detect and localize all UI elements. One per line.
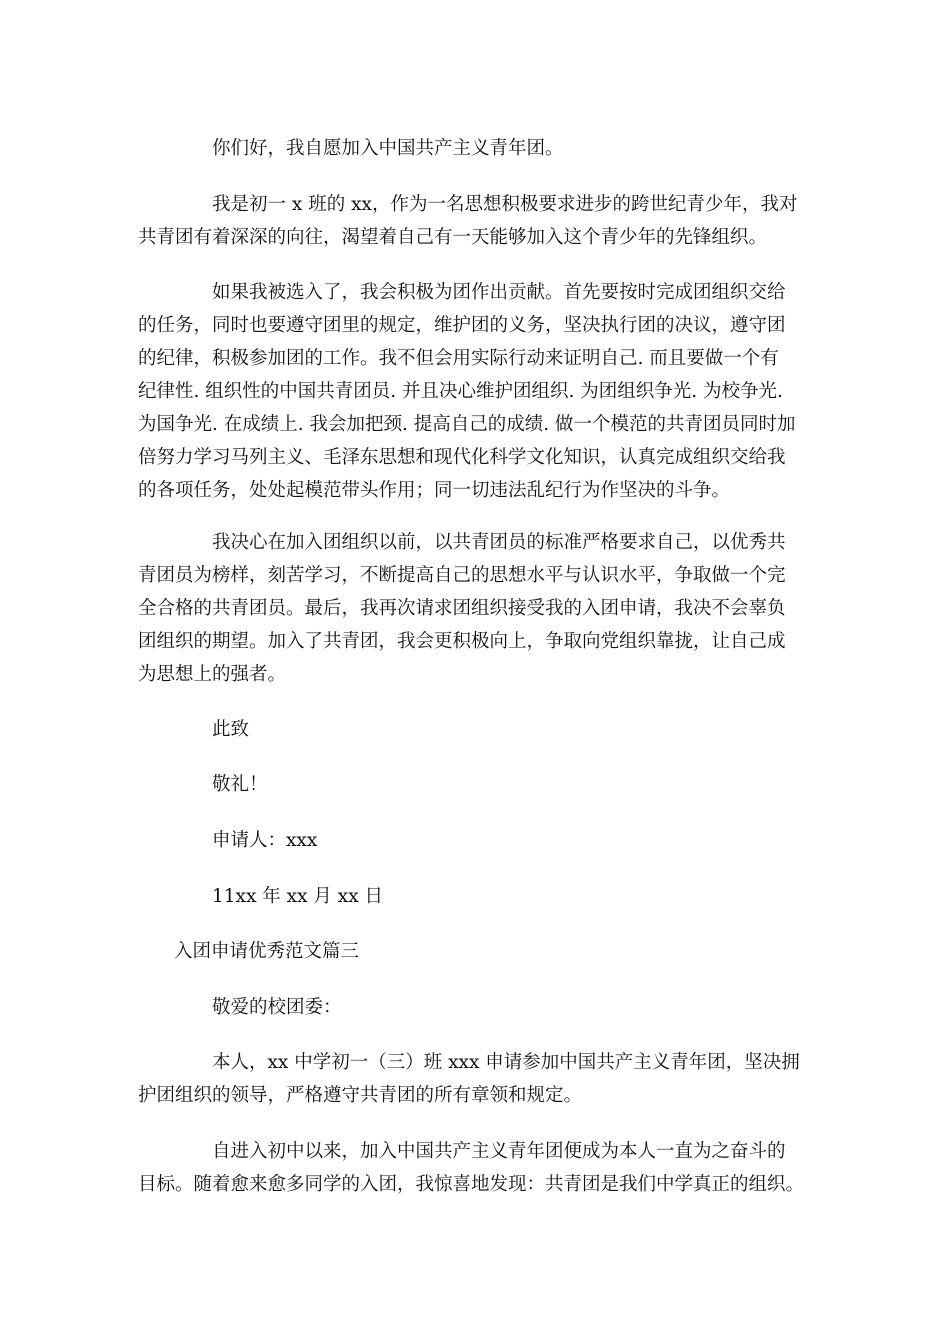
text-line: 的各项任务，处处起模范带头作用；同一切违法乱纪行为作坚决的斗争。 bbox=[138, 480, 731, 501]
date-line bbox=[138, 880, 822, 913]
text-line: 目标。随着愈来愈多同学的入团，我惊喜地发现：共青团是我们中学真正的组织。 bbox=[138, 1174, 805, 1195]
closing-jingli bbox=[138, 768, 822, 801]
salutation bbox=[138, 991, 822, 1024]
text-line: 为思想上的强者。 bbox=[138, 664, 287, 685]
text-line: 11xx 年 xx 月 xx 日 bbox=[212, 886, 384, 907]
closing-cizhi bbox=[138, 713, 822, 746]
text-line: 敬爱的校团委： bbox=[212, 997, 342, 1018]
text-line: 全合格的共青团员。最后，我再次请求团组织接受我的入团申请，我决不会辜负 bbox=[138, 598, 786, 619]
text-line: 你们好，我自愿加入中国共产主义青年团。 bbox=[212, 138, 564, 159]
text-line: 本人，xx 中学初一（三）班 xxx 申请参加中国共产主义青年团，坚决拥 bbox=[212, 1052, 800, 1073]
text-line: 如果我被选入了，我会积极为团作出贡献。首先要按时完成团组织交给 bbox=[212, 282, 786, 303]
text-line: 入团申请优秀范文篇三 bbox=[174, 941, 360, 962]
text-line: 我决心在加入团组织以前，以共青团员的标准严格要求自己，以优秀共 bbox=[212, 532, 786, 553]
text-line: 青团员为榜样，刻苦学习，不断提高自己的思想水平与认识水平，争取做一个完 bbox=[138, 565, 786, 586]
text-line: 的任务，同时也要遵守团里的规定，维护团的义务，坚决执行团的决议，遵守团 bbox=[138, 315, 786, 336]
applicant-line bbox=[138, 824, 822, 857]
text-line: 共青团有着深深的向往，渴望着自己有一天能够加入这个青少年的先锋组织。 bbox=[138, 227, 768, 248]
text-line: 团组织的期望。加入了共青团，我会更积极向上，争取向党组织靠拢，让自己成 bbox=[138, 631, 786, 652]
text-line: 敬礼！ bbox=[212, 774, 268, 795]
text-line: 纪律性. 组织性的中国共青团员. 并且决心维护团组织. 为团组织争光. 为校争光. bbox=[138, 381, 783, 402]
paragraph-goal bbox=[138, 1135, 822, 1201]
text-line: 此致 bbox=[212, 719, 250, 740]
paragraph-application bbox=[138, 1046, 822, 1112]
text-line: 护团组织的领导，严格遵守共青团的所有章领和规定。 bbox=[138, 1085, 583, 1106]
text-line: 我是初一 x 班的 xx，作为一名思想积极要求进步的跨世纪青少年，我对 bbox=[212, 194, 798, 215]
paragraph-greeting bbox=[138, 132, 822, 165]
text-line: 申请人：xxx bbox=[212, 830, 318, 851]
paragraph-commitment bbox=[138, 276, 822, 507]
paragraph-determination bbox=[138, 526, 822, 691]
text-line: 的纪律，积极参加团的工作。我不但会用实际行动来证明自己. 而且要做一个有 bbox=[138, 348, 779, 369]
text-line: 自进入初中以来，加入中国共产主义青年团便成为本人一直为之奋斗的 bbox=[212, 1141, 786, 1162]
text-line: 倍努力学习马列主义、毛泽东思想和现代化科学文化知识，认真完成组织交给我 bbox=[138, 447, 786, 468]
section-heading bbox=[138, 935, 822, 968]
text-line: 为国争光. 在成绩上. 我会加把颈. 提高自己的成绩. 做一个模范的共青团员同时加 bbox=[138, 414, 796, 435]
paragraph-intro bbox=[138, 188, 822, 254]
